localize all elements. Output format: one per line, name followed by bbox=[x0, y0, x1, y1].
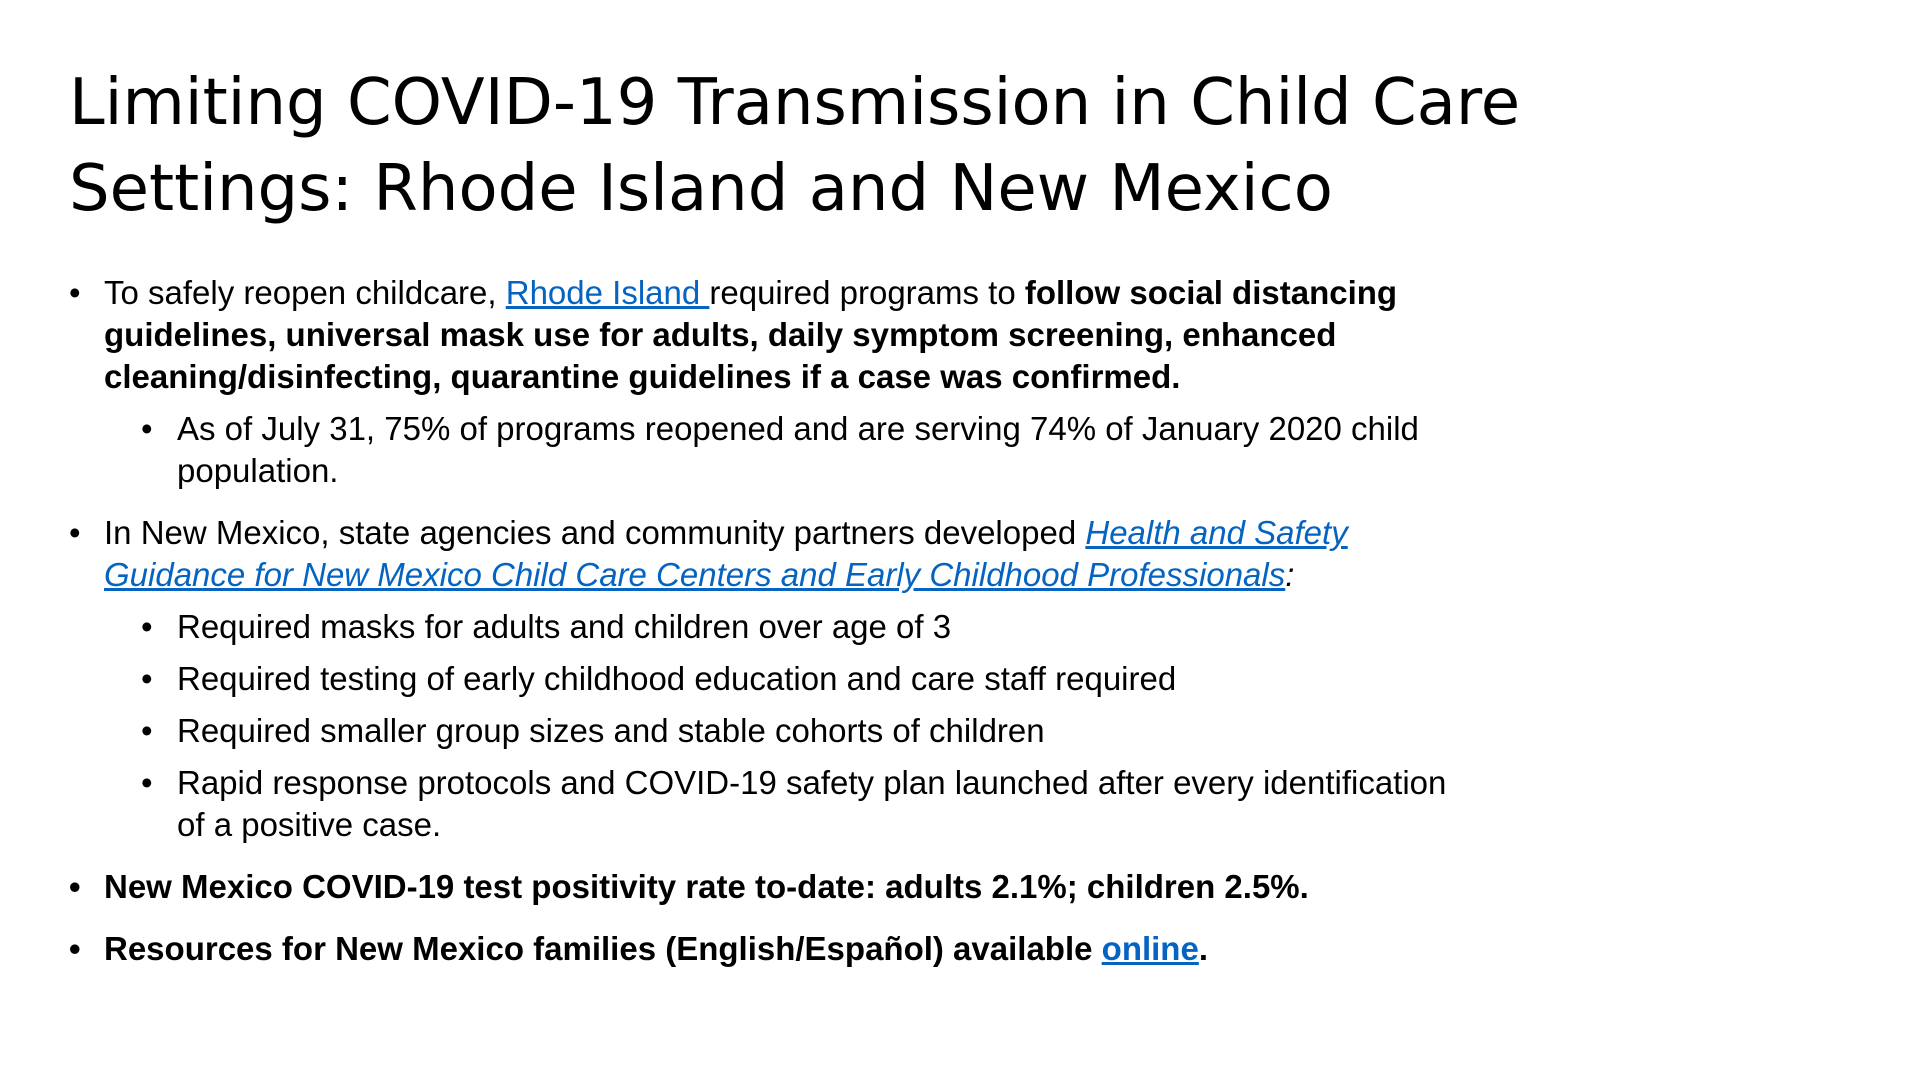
sub-bullet-group-sizes bbox=[69, 710, 1469, 752]
bullet-resources bbox=[69, 928, 1469, 970]
bullet-text: To safely reopen childcare, bbox=[104, 274, 506, 311]
bullet-rhode-island bbox=[69, 272, 1469, 398]
slide-title bbox=[69, 60, 1669, 232]
bullet-text: : bbox=[1285, 556, 1295, 593]
sub-bullet-text: Required masks for adults and children over age of 3 bbox=[177, 608, 952, 645]
sub-bullet-rapid-response bbox=[69, 762, 1469, 846]
bullet-bold-text: New Mexico COVID-19 test positivity rate to-date: adults 2.1%; children 2.5%. bbox=[104, 868, 1309, 905]
slide-title-line-2: Settings: Rhode Island and New Mexico bbox=[69, 152, 1333, 226]
bullet-positivity-rate bbox=[69, 866, 1469, 908]
bullet-text: In New Mexico, state agencies and community partners developed bbox=[104, 514, 1086, 551]
bullet-bold-text: . bbox=[1198, 930, 1208, 967]
bullet-bold-text: Resources for New Mexico families (English/Español) available bbox=[104, 930, 1102, 967]
sub-bullet-text: Rapid response protocols and COVID-19 safety plan launched after every identification of a positive case. bbox=[177, 764, 1447, 843]
bullet-text: required programs to bbox=[709, 274, 1025, 311]
online-resources-link[interactable]: online bbox=[1101, 930, 1199, 967]
bullet-bold-text: follow social distancing guidelines, universal mask use for adults, daily symptom screening, enhanced cleaning/disinfecting, quarantine guidelines if a case was confirmed. bbox=[104, 274, 1398, 395]
sub-bullet-text: Required testing of early childhood education and care staff required bbox=[177, 660, 1177, 697]
sub-bullet-reopened-programs bbox=[69, 408, 1469, 492]
health-safety-guidance-link[interactable]: Health and Safety Guidance for New Mexico Child Care Centers and Early Childhood Professionals bbox=[104, 514, 1348, 593]
bullet-list bbox=[69, 272, 1469, 970]
sub-bullet-text: As of July 31, 75% of programs reopened and are serving 74% of January 2020 child population. bbox=[177, 410, 1419, 489]
slide-title-line-1: Limiting COVID-19 Transmission in Child Care bbox=[69, 66, 1521, 140]
sub-bullet-masks bbox=[69, 606, 1469, 648]
rhode-island-link[interactable]: Rhode Island bbox=[505, 274, 710, 311]
sub-bullet-testing bbox=[69, 658, 1469, 700]
sub-bullet-text: Required smaller group sizes and stable cohorts of children bbox=[177, 712, 1045, 749]
bullet-new-mexico-guidance bbox=[69, 512, 1469, 596]
